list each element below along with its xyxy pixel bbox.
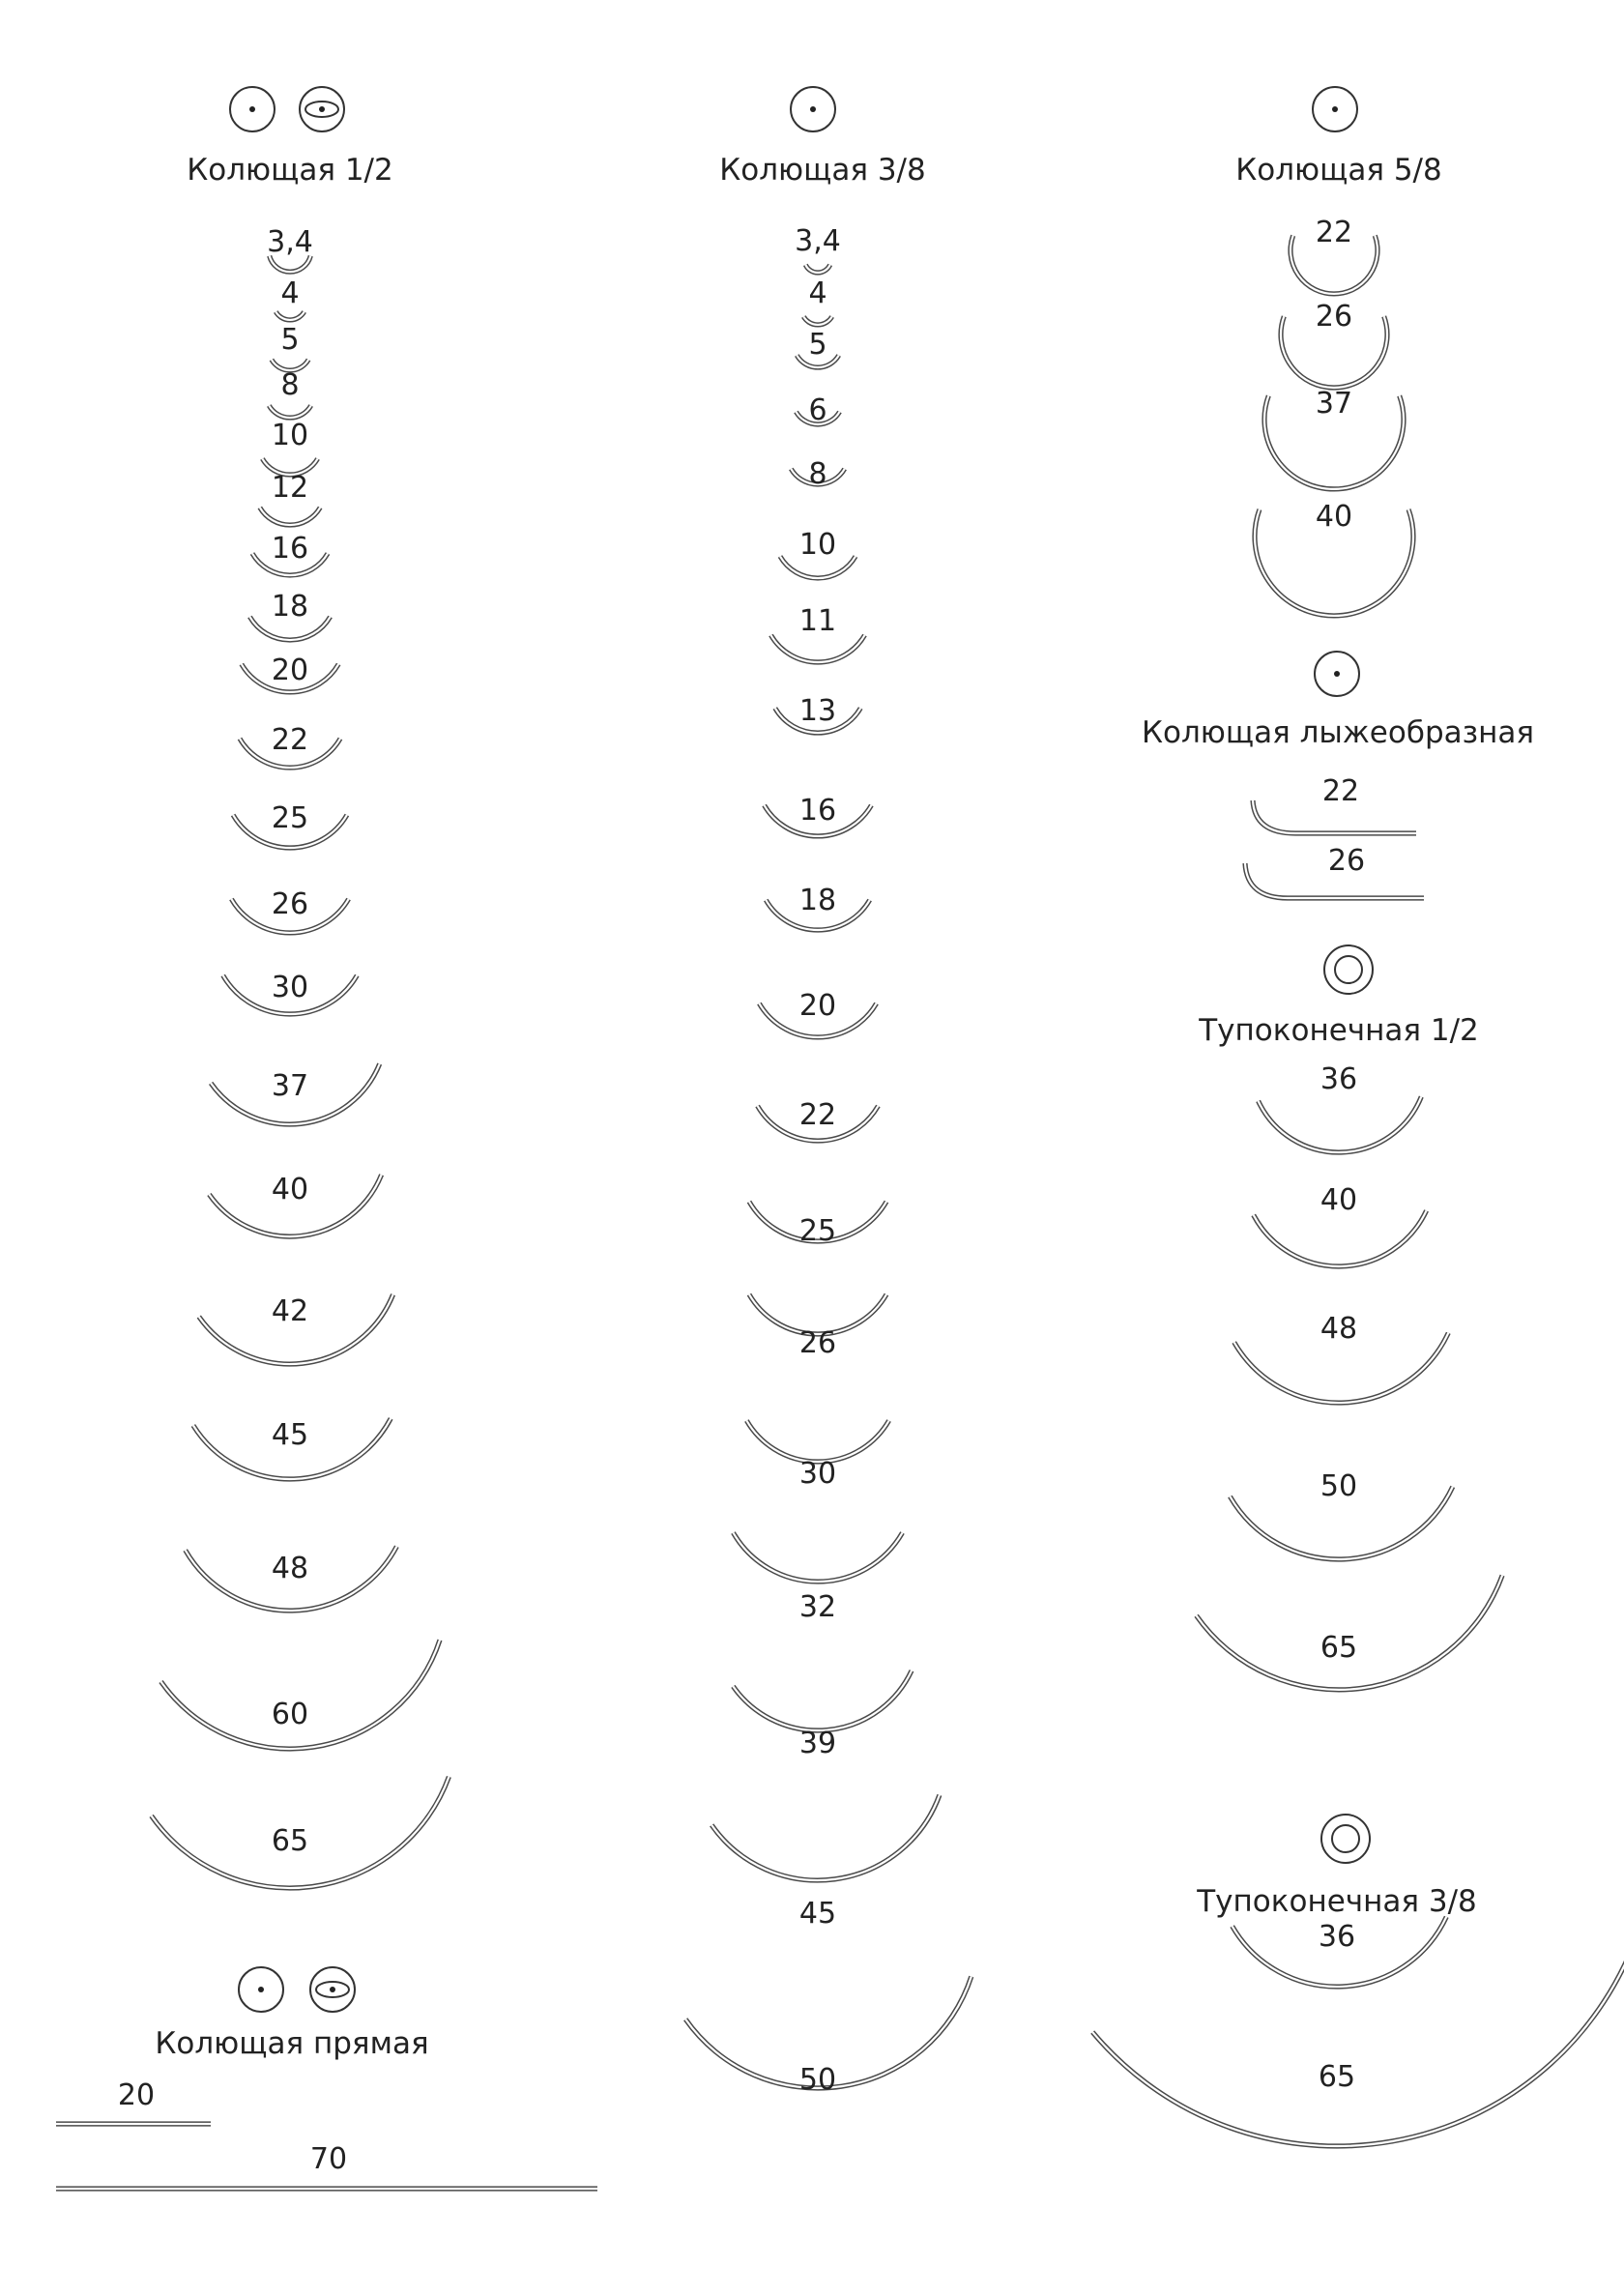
size-label: 36 <box>1318 1920 1356 1954</box>
group-title: Колющая 1/2 <box>187 153 393 188</box>
size-label: 22 <box>1315 216 1353 249</box>
size-label: 25 <box>271 801 309 835</box>
size-label: 50 <box>1320 1469 1358 1503</box>
blunt-section-icon <box>1321 1815 1370 1863</box>
needle-col2-three-eighths-6 <box>771 635 865 662</box>
group-title: Колющая 3/8 <box>719 153 926 188</box>
size-label: 16 <box>798 794 837 828</box>
size-label: 16 <box>271 532 309 566</box>
group-title: Колющая лыжеобразная <box>1141 715 1535 750</box>
oval-section-icon <box>310 1967 355 2012</box>
group-title: Тупоконечная 3/8 <box>1197 1884 1477 1919</box>
needle-col2-three-eighths-14 <box>746 1421 888 1462</box>
oval-section-icon <box>300 87 344 131</box>
size-label: 26 <box>1315 300 1353 334</box>
size-label: 22 <box>271 723 309 757</box>
needle-col3-blunt-half-1 <box>1254 1210 1427 1266</box>
size-label: 40 <box>1315 500 1353 534</box>
size-label: 36 <box>1320 1062 1358 1096</box>
size-label: 42 <box>271 1294 309 1328</box>
size-label: 8 <box>280 368 300 402</box>
blunt-section-icon <box>1324 945 1373 994</box>
size-label: 30 <box>271 971 309 1004</box>
round-section-icon <box>1313 87 1357 131</box>
size-label: 5 <box>808 328 827 362</box>
size-label: 65 <box>271 1824 309 1858</box>
size-label: 18 <box>271 590 309 624</box>
needle-col2-three-eighths-17 <box>711 1795 940 1880</box>
size-label: 26 <box>798 1326 837 1360</box>
size-label: 40 <box>271 1173 309 1206</box>
needle-col2-three-eighths-0 <box>805 265 829 273</box>
size-label: 12 <box>271 471 309 505</box>
size-label: 37 <box>271 1069 309 1103</box>
size-label: 37 <box>1315 387 1353 421</box>
size-label: 65 <box>1318 2060 1356 2094</box>
round-section-icon <box>791 87 835 131</box>
size-label: 65 <box>1320 1631 1358 1665</box>
size-label: 50 <box>798 2063 837 2097</box>
size-label: 3,4 <box>795 224 841 258</box>
size-label: 6 <box>808 393 827 427</box>
round-section-icon <box>1315 652 1359 696</box>
group-title: Тупоконечная 1/2 <box>1199 1013 1479 1048</box>
round-section-icon <box>230 87 275 131</box>
size-label: 18 <box>798 884 837 917</box>
size-label: 3,4 <box>267 225 313 259</box>
size-label: 48 <box>1320 1312 1358 1346</box>
size-label: 45 <box>798 1897 837 1931</box>
needle-col1-half-3 <box>269 406 310 419</box>
size-label: 13 <box>798 694 837 728</box>
needle-col1-half-5 <box>260 508 320 525</box>
size-label: 22 <box>1321 774 1360 808</box>
group-title: Колющая 5/8 <box>1235 153 1442 188</box>
size-label: 5 <box>280 323 300 357</box>
size-label: 26 <box>271 887 309 921</box>
needle-col1-half-18 <box>161 1640 441 1749</box>
size-label: 8 <box>808 457 827 491</box>
size-label: 70 <box>309 2142 348 2176</box>
size-label: 39 <box>798 1727 837 1760</box>
needle-col2-three-eighths-1 <box>803 317 831 325</box>
needle-col2-three-eighths-15 <box>734 1533 903 1583</box>
size-label: 48 <box>271 1552 309 1585</box>
size-label: 20 <box>798 989 837 1023</box>
size-label: 20 <box>271 654 309 687</box>
size-label: 11 <box>798 604 837 638</box>
needle-col2-three-eighths-16 <box>733 1670 912 1730</box>
size-label: 10 <box>271 419 309 452</box>
size-label: 60 <box>271 1698 309 1731</box>
size-label: 40 <box>1320 1183 1358 1217</box>
size-label: 30 <box>798 1457 837 1491</box>
size-label: 20 <box>117 2078 156 2112</box>
size-label: 4 <box>280 276 300 310</box>
size-label: 32 <box>798 1590 837 1624</box>
group-title: Колющая прямая <box>155 2026 429 2061</box>
needle-col3-blunt-three-eighths-1 <box>1092 1936 1624 2146</box>
size-label: 4 <box>808 276 827 310</box>
size-label: 10 <box>798 528 837 562</box>
needle-col3-blunt-half-0 <box>1259 1097 1422 1153</box>
size-label: 22 <box>798 1098 837 1132</box>
round-section-icon <box>239 1967 283 2012</box>
size-label: 26 <box>1327 844 1366 878</box>
size-label: 45 <box>271 1418 309 1452</box>
size-label: 25 <box>798 1214 837 1248</box>
needle-col1-half-1 <box>276 312 304 320</box>
